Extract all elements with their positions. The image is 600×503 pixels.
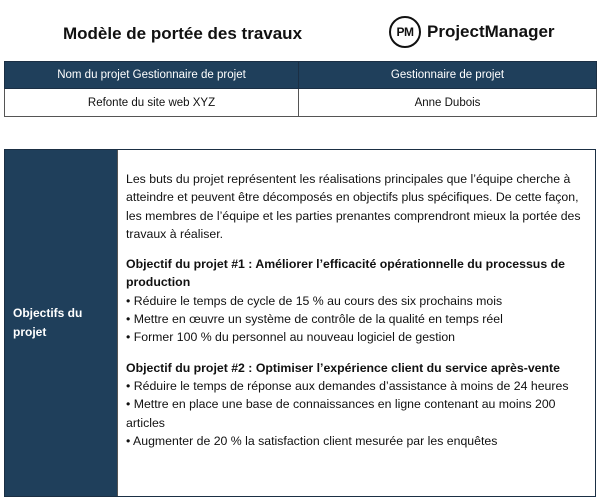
project-manager-cell: Anne Dubois <box>299 89 597 117</box>
table-header-row <box>5 62 597 89</box>
objectives-content <box>117 150 595 496</box>
goal-2-item-1: • Réduire le temps de réponse aux demandes d’assistance à moins de 24 heures <box>126 378 569 393</box>
objectives-section <box>4 149 596 497</box>
goal-2-heading: Objectif du projet #2 : Optimiser l’expérience client du service après-vente <box>126 360 560 375</box>
goal-2-item-3: • Augmenter de 20 % la satisfaction client mesurée par les enquêtes <box>126 433 498 448</box>
goal-1-item-3: • Former 100 % du personnel au nouveau logiciel de gestion <box>126 330 456 345</box>
page-title: Modèle de portée des travaux <box>63 24 303 43</box>
column-header-project-manager: Gestionnaire de projet <box>299 62 597 89</box>
table-row <box>5 89 597 117</box>
goal-1-item-2: • Mettre en œuvre un système de contrôle de la qualité en temps réel <box>126 312 503 327</box>
goal-1-item-1: • Réduire le temps de cycle de 15 % au cours des six prochains mois <box>126 293 503 308</box>
logo <box>389 15 555 49</box>
objectives-intro: Les buts du projet représentent les réalisations principales que l’équipe cherche à atteindre et peuvent être décomposés en objectifs plus spécifiques. De cette façon, les membres de l’équipe et les parties prenantes comprendront mieux la portée des travaux à réaliser. <box>126 172 581 241</box>
goal-2-item-2: • Mettre en place une base de connaissances en ligne contenant au moins 200 articles <box>126 397 556 430</box>
goal-1-heading: Objectif du projet #1 : Améliorer l’efficacité opérationnelle du processus de production <box>126 257 565 290</box>
logo-text: ProjectManager <box>427 22 555 41</box>
logo-mark: PM <box>389 16 421 48</box>
objectives-label: Objectifs du projet <box>5 150 117 496</box>
project-info-table <box>4 61 597 117</box>
column-header-project-name: Nom du projet Gestionnaire de projet <box>5 62 299 89</box>
project-name-cell: Refonte du site web XYZ <box>5 89 299 117</box>
